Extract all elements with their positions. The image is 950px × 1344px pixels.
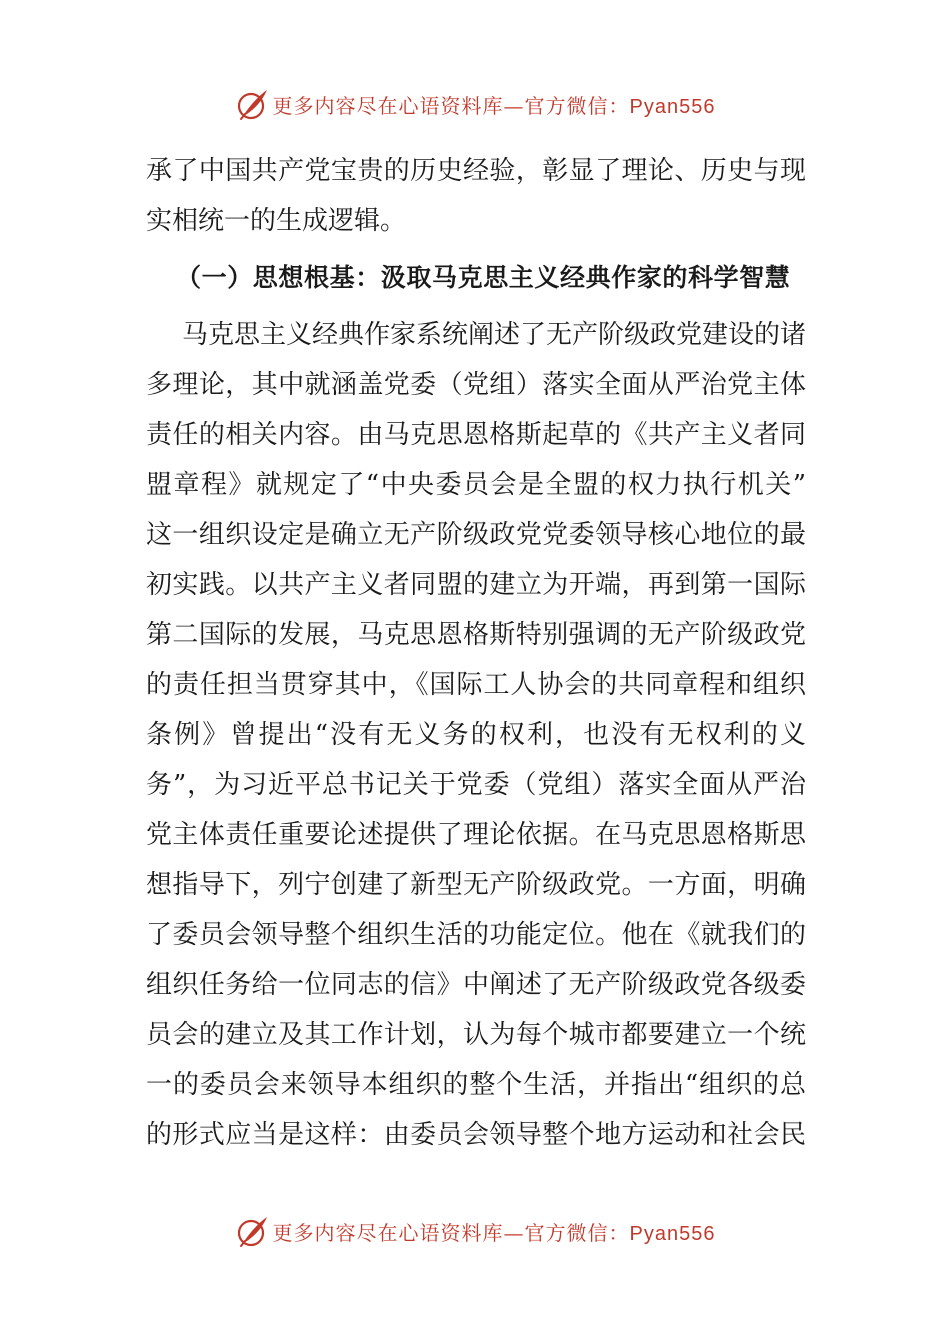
- section-heading: （一）思想根基：汲取马克思主义经典作家的科学智慧: [176, 263, 791, 292]
- paragraph-line: 一的委员会来领导本组织的整个生活，并指出“组织的总: [146, 1070, 806, 1100]
- paragraph-line: 的形式应当是这样：由委员会领导整个地方运动和社会民: [146, 1120, 806, 1150]
- paragraph-line: 想指导下，列宁创建了新型无产阶级政党。一方面，明确: [146, 870, 806, 900]
- intro-line: 承了中国共产党宝贵的历史经验，彰显了理论、历史与现: [146, 156, 806, 186]
- footer-wechat-handle: Pyan556: [629, 1222, 716, 1245]
- paragraph-line: 第二国际的发展，马克思恩格斯特别强调的无产阶级政党: [146, 620, 806, 650]
- footer-banner: [0, 1211, 950, 1251]
- paragraph-line: 这一组织设定是确立无产阶级政党党委领导核心地位的最: [146, 520, 806, 550]
- paragraph-line: 党主体责任重要论述提供了理论依据。在马克思恩格斯思: [146, 820, 806, 850]
- paragraph-line: 责任的相关内容。由马克思恩格斯起草的《共产主义者同: [146, 420, 806, 450]
- document-body: [146, 146, 806, 1160]
- paragraph-line: 员会的建立及其工作计划，认为每个城市都要建立一个统: [146, 1020, 806, 1050]
- paragraph-line: 务”，为习近平总书记关于党委（党组）落实全面从严治: [146, 770, 806, 800]
- header-banner-label: 更多内容尽在心语资料库—官方微信：: [272, 93, 630, 118]
- paragraph-line: 多理论，其中就涵盖党委（党组）落实全面从严治党主体: [146, 370, 806, 400]
- paragraph: [146, 310, 806, 1160]
- header-banner: [0, 84, 950, 124]
- paragraph-line: 组织任务给一位同志的信》中阐述了无产阶级政党各级委: [146, 970, 806, 1000]
- paragraph-line: 条例》曾提出“没有无义务的权利，也没有无权利的义: [146, 720, 806, 750]
- paragraph-line: 的责任担当贯穿其中，《国际工人协会的共同章程和组织: [146, 670, 806, 700]
- quill-logo-icon: [235, 87, 269, 121]
- header-wechat-handle: Pyan556: [629, 95, 716, 118]
- footer-banner-label: 更多内容尽在心语资料库—官方微信：: [272, 1220, 630, 1245]
- paragraph-line: 马克思主义经典作家系统阐述了无产阶级政党建设的诸: [182, 320, 806, 350]
- quill-logo-icon: [235, 1214, 269, 1248]
- intro-line: 实相统一的生成逻辑。: [146, 206, 407, 236]
- paragraph-line: 初实践。以共产主义者同盟的建立为开端，再到第一国际: [146, 570, 806, 600]
- paragraph-line: 盟章程》就规定了“中央委员会是全盟的权力执行机关”: [146, 470, 806, 500]
- footer-banner-text: [273, 1217, 716, 1246]
- paragraph-line: 了委员会领导整个组织生活的功能定位。他在《就我们的: [146, 920, 806, 950]
- header-banner-text: [273, 90, 716, 119]
